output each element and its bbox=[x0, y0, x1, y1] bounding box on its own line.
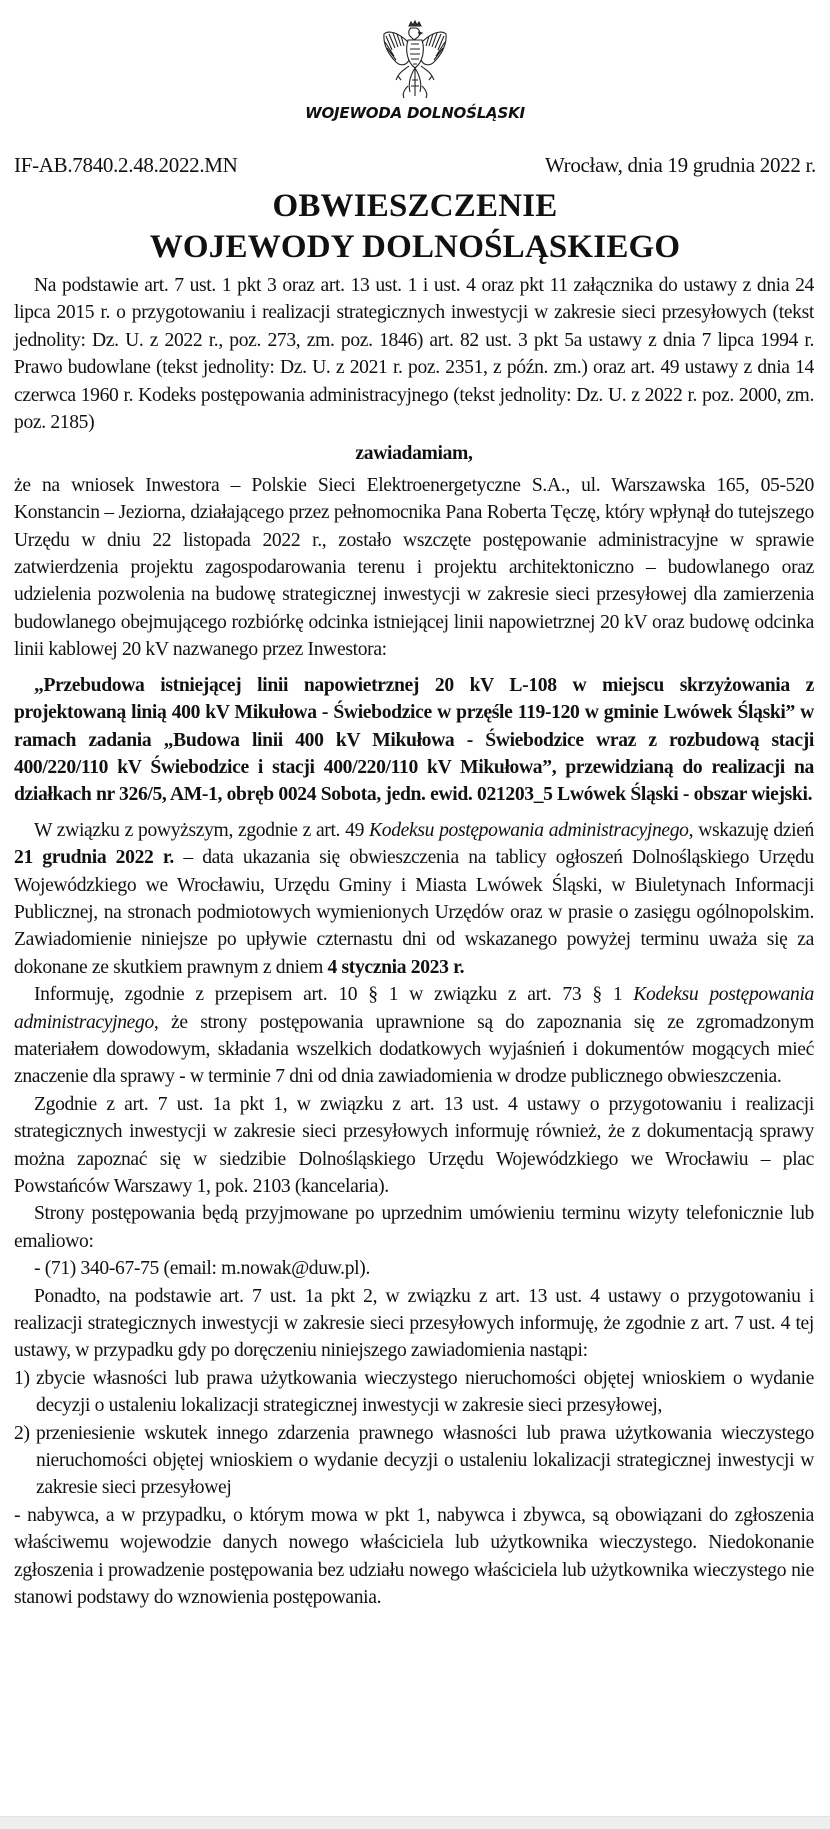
documentation-paragraph: Zgodnie z art. 7 ust. 1a pkt 1, w związku z art. 13 ust. 4 ustawy o przygotowaniu i realizacji strategicznych inwestycji w zakresie sieci przesyłowych informuję również, że z dokumentacją sprawy można zapoznać się w siedzibie Dolnośląskiego Urzędu Wojewódzkiego we Wrocławiu – plac Powstańców Warszawy 1, pok. 2103 (kancelaria). bbox=[14, 1093, 814, 1197]
moreover-paragraph: Ponadto, na podstawie art. 7 ust. 1a pkt 2, w związku z art. 13 ust. 4 ustawy o przygotowaniu i realizacji strategicznych inwestycji w zakresie sieci przesyłowych informuję, że zgodnie z art. 7 ust. 4 tej ustawy, w przypadku gdy po doręczeniu niniejszego zawiadomienia nastąpi: bbox=[14, 1285, 814, 1362]
contact-email-link[interactable]: m.nowak@duw.pl bbox=[221, 1258, 360, 1280]
inform-paragraph bbox=[14, 981, 814, 1091]
dates-paragraph bbox=[14, 817, 814, 981]
legal-basis-paragraph: Na podstawie art. 7 ust. 1 pkt 3 oraz art. 13 ust. 1 i ust. 4 oraz pkt 11 załącznika do ustawy z dnia 24 lipca 2015 r. o przygotowaniu i realizacji strategicznych inwestycji w zakresie sieci przesyłowych (tekst jednolity: Dz. U. z 2022 r., poz. 273, zm. poz. 1846) art. 82 ust. 3 pkt 5a ustawy z dnia 7 lipca 1994 r. Prawo budowlane (tekst jednolity: Dz. U. z 2021 r. poz. 2351, z późn. zm.) oraz art. 49 ustawy z dnia 14 czerwca 1960 r. Kodeks postępowania administracyjnego (tekst jednolity: Dz. U. z 2022 r. poz. 2000, zm. poz. 2185) bbox=[14, 275, 814, 434]
list-item-text: zbycie własności lub prawa użytkowania wieczystego nieruchomości objętej wnioskiem o wydanie decyzji o ustaleniu lokalizacji strategicznej inwestycji w zakresie sieci przesyłowej, bbox=[36, 1367, 814, 1417]
dates-text-3: – data ukazania się obwieszczenia na tablicy ogłoszeń Dolnośląskiego Urzędu Wojewódzkiego we Wrocławiu, Urzędu Gminy i Miasta Lwówek Śląski, w Biuletynach Informacji Publicznej, na stronach podmiotowych wymienionych Urzędów oraz w prasie o zasięgu ogólnopolskim. Zawiadomienie niniejsze po upływie czternastu dni od wskazanego powyżej terminu uważa się za dokonane ze skutkiem prawnym z dniem bbox=[14, 847, 814, 978]
inform-code-name: Kodeksu postępowania administracyjnego bbox=[14, 984, 815, 1033]
project-name-paragraph: „Przebudowa istniejącej linii napowietrznej 20 kV L-108 w miejscu skrzyżowania z projektowaną linią 400 kV Mikułowa - Świebodzice w przęśle 119-120 w gminie Lwówek Śląski” w ramach zadania „Budowa linii 400 kV Mikułowa - Świebodzice wraz z rozbudową stacji 400/220/110 kV Świebodzice i stacji 400/220/110 kV Mikułowa”, przewidzianą do realizacji na działkach nr 326/5, AM-1, obręb 0024 Sobota, jedn. ewid. 021203_5 Lwówek Śląski - obszar wiejski. bbox=[14, 674, 814, 806]
contact-phone: - (71) 340-67-75 (email: bbox=[34, 1258, 222, 1280]
notify-heading: zawiadamiam, bbox=[355, 443, 473, 465]
dates-text-1: W związku z powyższym, zgodnie z art. 49 bbox=[34, 819, 370, 841]
polish-eagle-emblem-icon bbox=[378, 20, 452, 100]
document-body bbox=[14, 272, 814, 1612]
dates-code-name: Kodeksu postępowania administracyjnego bbox=[369, 819, 689, 841]
transfer-cases-list bbox=[14, 1365, 814, 1502]
inform-text-2: , że strony postępowania uprawnione są do zapoznania się ze zgromadzonym materiałem dowodowym, składania wszelkich dodatkowych wyjaśnień i dokumentów mogących mieć znaczenie dla sprawy - w terminie 7 dni od dnia zawiadomienia w drodze publicznego obwieszczenia. bbox=[14, 1011, 814, 1088]
issuer-name: WOJEWODA DOLNOŚLĄSKI bbox=[305, 104, 525, 122]
contact-line bbox=[14, 1255, 814, 1282]
dates-text-2: , wskazuję dzień bbox=[688, 819, 814, 841]
reference-number: IF-AB.7840.2.48.2022.MN bbox=[14, 153, 238, 177]
closing-paragraph: - nabywca, a w przypadku, o którym mowa w pkt 1, nabywca i zbywca, są obowiązani do zgłoszenia właściwemu wojewodzie danych nowego właściciela lub użytkownika wieczystego. Niedokonanie zgłoszenia i prowadzenie postępowania bez udziału nowego właściciela lub użytkownika wieczystego nie stanowi podstawy do wznowienia postępowania. bbox=[14, 1504, 814, 1609]
publication-date: 21 grudnia 2022 r. bbox=[14, 847, 174, 869]
list-item bbox=[14, 1420, 814, 1502]
page-bottom-edge bbox=[0, 1816, 830, 1829]
visits-paragraph: Strony postępowania będą przyjmowane po uprzednim umówieniu terminu wizyty telefonicznie lub emaliowo: bbox=[14, 1203, 814, 1252]
document-title-line2: WOJEWODY DOLNOŚLĄSKIEGO bbox=[149, 229, 681, 265]
effective-date: 4 stycznia 2023 r. bbox=[327, 956, 465, 978]
list-item-number: 1) bbox=[14, 1367, 30, 1389]
reference-line bbox=[14, 153, 816, 178]
inform-text-1: Informuję, zgodnie z przepisem art. 10 § 1 w związku z art. 73 § 1 bbox=[34, 984, 634, 1006]
contact-suffix: ). bbox=[359, 1258, 371, 1280]
list-item-text: przeniesienie wskutek innego zdarzenia prawnego własności lub prawa użytkowania wieczystego nieruchomości objętej wnioskiem o wydanie decyzji o ustaleniu lokalizacji strategicznej inwestycji w zakresie sieci przesyłowej bbox=[36, 1422, 814, 1499]
document-title-line1: OBWIESZCZENIE bbox=[272, 188, 558, 224]
list-item bbox=[14, 1365, 814, 1420]
list-item-number: 2) bbox=[14, 1422, 30, 1444]
place-date: Wrocław, dnia 19 grudnia 2022 r. bbox=[544, 153, 816, 177]
notice-paragraph: że na wniosek Inwestora – Polskie Sieci Elektroenergetyczne S.A., ul. Warszawska 165, 05-520 Konstancin – Jeziorna, działającego przez pełnomocnika Pana Roberta Tęczę, który wpłynął do tutejszego Urzędu w dniu 22 listopada 2022 r., zostało wszczęte postępowanie administracyjne w sprawie zatwierdzenia projektu zagospodarowania terenu i projektu architektoniczno – budowlanego oraz udzielenia pozwolenia na budowę strategicznej inwestycji w zakresie sieci przesyłowej dla zamierzenia budowlanego obejmującego rozbiórkę odcinka istniejącej linii napowietrznej 20 kV oraz budowę odcinka linii kablowej 20 kV nazwanego przez Inwestora: bbox=[14, 474, 814, 661]
